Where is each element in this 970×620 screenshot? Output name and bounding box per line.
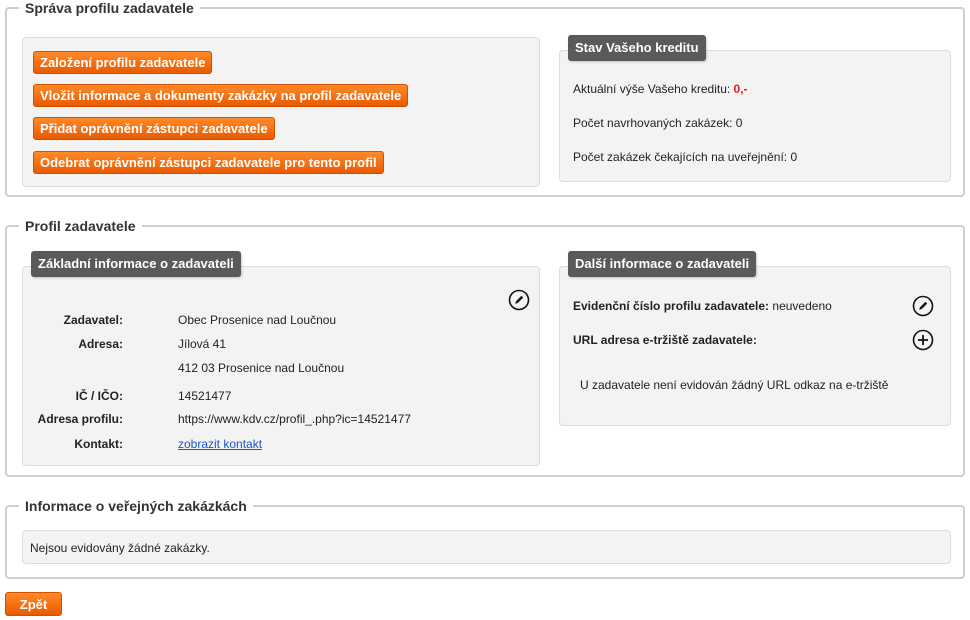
zakazky-panel [22,530,951,564]
edit-evidencni-cislo-icon[interactable] [912,295,934,317]
add-representative-button[interactable]: Přidat oprávnění zástupci zadavatele [33,117,275,140]
url-eshop-label: URL adresa e-tržiště zadavatele: [573,333,757,347]
zakazky-empty-message: Nejsou evidovány žádné zakázky. [30,541,210,555]
evidencni-cislo [573,299,832,313]
profile-actions-panel [22,37,540,187]
ico-value: 14521477 [178,389,232,403]
basic-info-title: Základní informace o zadavateli [31,251,241,277]
remove-representative-button[interactable]: Odebrat oprávnění zástupci zadavatele pro tento profil [33,151,384,174]
sprava-profilu-section [5,0,965,197]
extra-info-panel [559,256,951,426]
credit-waiting-count: Počet zakázek čekajících na uveřejnění: 0 [573,150,798,164]
credit-panel [559,40,951,182]
zakazky-section [5,498,965,579]
kontakt-label: Kontakt: [74,437,123,451]
adresa-profilu-label: Adresa profilu: [37,412,123,426]
profil-zadavatele-section [5,218,965,477]
show-contact-link[interactable]: zobrazit kontakt [178,437,263,451]
url-eshop-note: U zadavatele není evidován žádný URL odkaz na e-tržiště [580,378,889,392]
add-url-icon[interactable] [912,329,934,351]
zadavatel-value: Obec Prosenice nad Loučnou [178,313,337,327]
profil-zadavatele-title: Profil zadavatele [25,218,136,234]
evidencni-cislo-label: Evidenční číslo profilu zadavatele: [573,299,770,313]
credit-current [573,82,748,96]
back-button[interactable]: Zpět [5,592,62,616]
credit-current-value: 0,- [733,82,748,96]
credit-panel-title: Stav Vašeho kreditu [568,35,706,61]
extra-info-title: Další informace o zadavateli [568,251,756,277]
adresa-line1: Jílová 41 [178,337,227,351]
sprava-profilu-title: Správa profilu zadavatele [25,0,194,16]
zakazky-title: Informace o veřejných zakázkách [25,498,247,514]
edit-basic-info-icon[interactable] [508,289,530,311]
adresa-line2: 412 03 Prosenice nad Loučnou [178,361,345,375]
basic-info-panel [22,256,540,466]
zadavatel-label: Zadavatel: [63,313,123,327]
adresa-profilu-value: https://www.kdv.cz/profil_.php?ic=14521477 [178,412,411,426]
evidencni-cislo-value: neuvedeno [769,299,832,313]
create-profile-button[interactable]: Založení profilu zadavatele [33,51,212,74]
credit-current-label: Aktuální výše Vašeho kreditu: [573,82,734,96]
adresa-label: Adresa: [78,337,123,351]
insert-documents-button[interactable]: Vložit informace a dokumenty zakázky na profil zadavatele [33,84,408,107]
credit-proposed-count: Počet navrhovaných zakázek: 0 [573,116,743,130]
ico-label: IČ / IČO: [75,389,123,403]
